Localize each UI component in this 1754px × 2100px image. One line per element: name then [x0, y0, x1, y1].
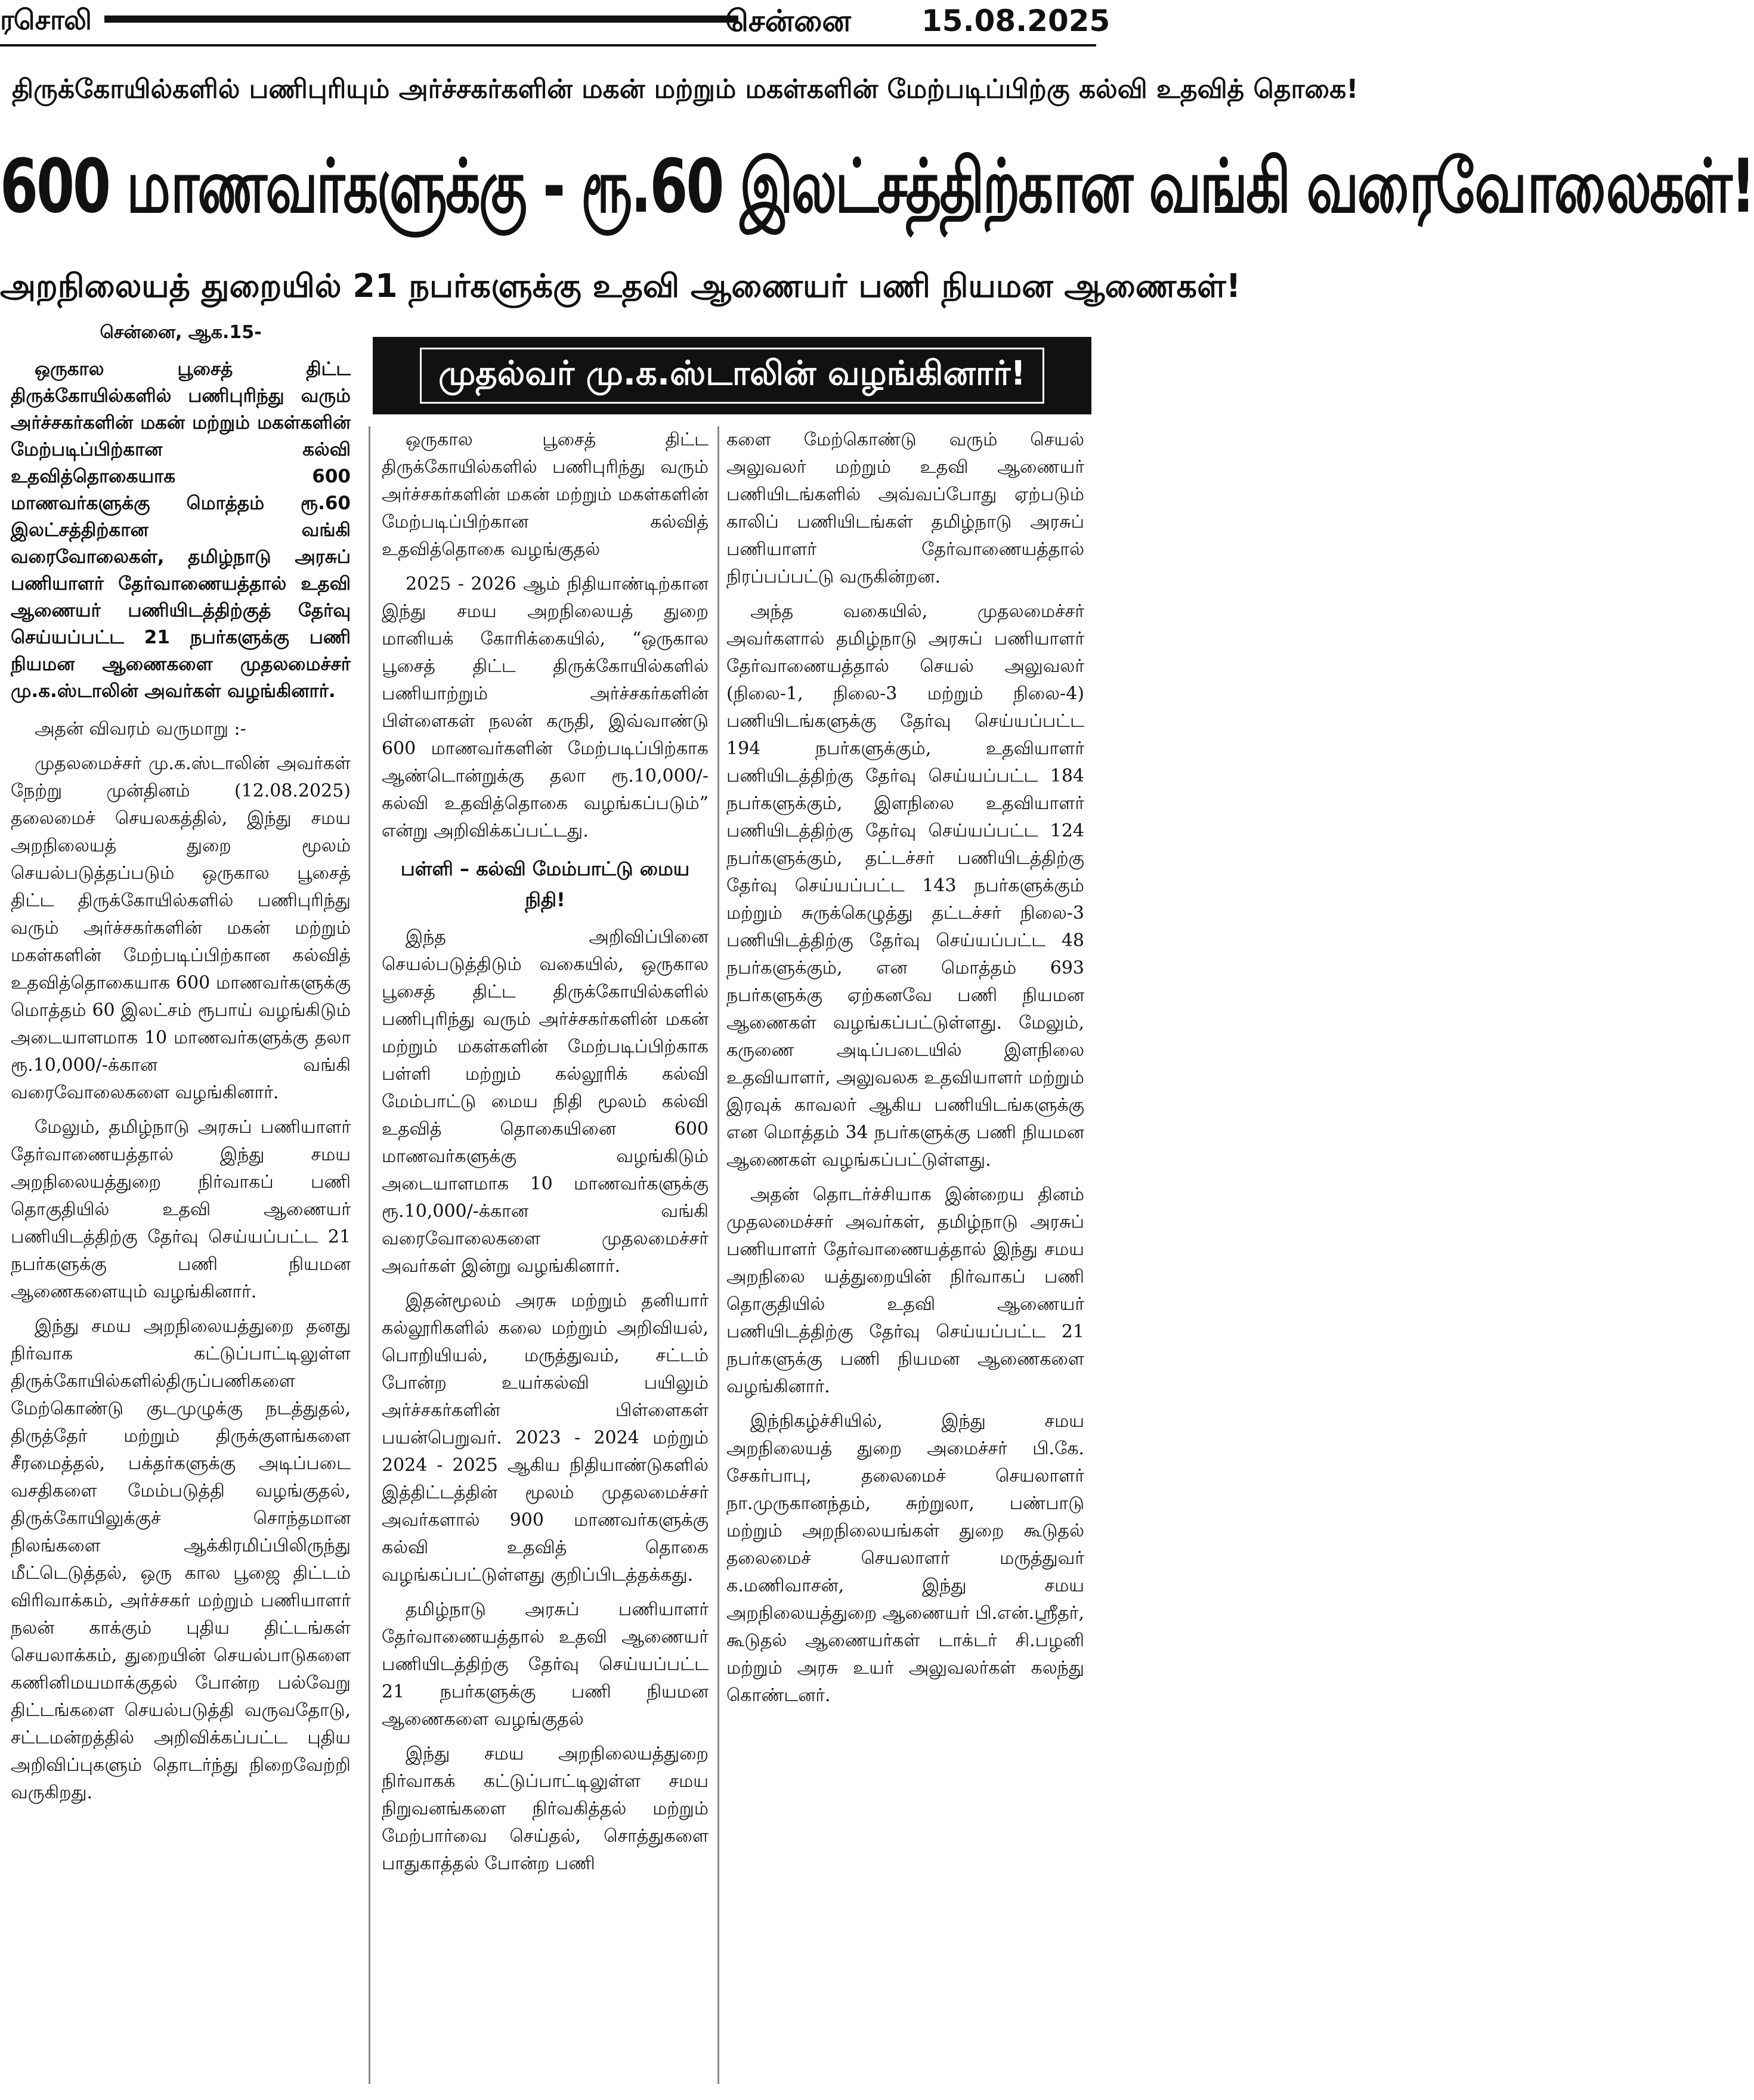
paragraph: ஒருகால பூசைத் திட்ட திருக்கோயில்களில் பணிபுரிந்து வரும் அர்ச்சகர்களின் மகன் மற்றும் மகள்களின் மேற்படிப்பிற்கான கல்வித் உதவித்தொகை வழங்குதல் [382, 429, 709, 560]
column-divider [369, 426, 370, 2084]
kicker-headline: திருக்கோயில்களில் பணிபுரியும் அர்ச்சகர்களின் மகன் மற்றும் மகள்களின் மேற்படிப்பிற்கு கல்வி உதவித் தொகை! [12, 74, 1359, 104]
paragraph: தமிழ்நாடு அரசுப் பணியாளர் தேர்வாணையத்தால் உதவி ஆணையர் பணியிடத்திற்கு தேர்வு செய்யப்பட்ட 21 நபர்களுக்கு பணி நியமன ஆணைகளை வழங்குதல் [382, 1599, 709, 1730]
dateline-city: சென்னை [725, 4, 851, 38]
article-column-3 [726, 426, 1084, 1717]
paragraph: 2025 - 2026 ஆம் நிதியாண்டிற்கான இந்து சமய அறநிலையத் துறை மானியக் கோரிக்கையில், “ஒருகால பூசைத் திட்ட திருக்கோயில்களில் பணியாற்றும் அர்ச்சகர்களின் பிள்ளைகள் நலன் கருதி, இவ்வாண்டு 600 மாணவர்களின் மேற்படிப்பிற்காக ஆண்டொன்றுக்கு தலா ரூ.10,000/- கல்வி உதவித்தொகை வழங்கப்படும்” என்று அறிவிக்கப்பட்டது. [382, 574, 709, 841]
paragraph: இந்து சமய அறநிலையத்துறை தனது நிர்வாக கட்டுப்பாட்டிலுள்ள திருக்கோயில்களில்திருப்பணிகளை மேற்கொண்டு குடமுழுக்கு நடத்துதல், திருத்தேர் மற்றும் திருக்குளங்களை சீரமைத்தல், பக்தர்களுக்கு அடிப்படை வசதிகளை மேம்படுத்தி வழங்குதல், திருக்கோயிலுக்குச் சொந்தமான நிலங்களை ஆக்கிரமிப்பிலிருந்து மீட்டெடுத்தல், ஒரு கால பூஜை திட்டம் விரிவாக்கம், அர்ச்சகர் மற்றும் பணியாளர் நலன் காக்கும் புதிய திட்டங்கள் செயலாக்கம், துறையின் செயல்பாடுகளை கணினிமயமாக்குதல் போன்ற பல்வேறு திட்டங்களை செயல்படுத்தி வருவதோடு, சட்டமன்றத்தில் அறிவிக்கப்பட்ட புதிய அறிவிப்புகளும் தொடர்ந்து நிறைவேற்றி வருகிறது. [11, 1316, 351, 1803]
sub-headline: அறநிலையத் துறையில் 21 நபர்களுக்கு உதவி ஆணையர் பணி நியமன ஆணைகள்! [0, 267, 1241, 305]
article-column-1 [11, 322, 351, 1814]
paragraph: மேலும், தமிழ்நாடு அரசுப் பணியாளர் தேர்வாணையத்தால் இந்து சமய அறநிலையத்துறை நிர்வாகப் பணி தொகுதியில் உதவி ஆணையர் பணியிடத்திற்கு தேர்வு செய்யப்பட்ட 21 நபர்களுக்கு பணி நியமன ஆணைகளையும் வழங்கினார். [11, 1117, 351, 1302]
boxed-headline [373, 337, 1091, 414]
header-divider [0, 44, 1096, 47]
paragraph: இந்த அறிவிப்பினை செயல்படுத்திடும் வகையில், ஒருகால பூசைத் திட்ட திருக்கோயில்களில் பணிபுரிந்து வரும் அர்ச்சகர்களின் மகன் மற்றும் மகள்களின் மேற்படிப்பிற்காக பள்ளி மற்றும் கல்லூரிக் கல்வி மேம்பாட்டு மைய நிதி மூலம் கல்வி உதவித் தொகையினை 600 மாணவர்களுக்கு வழங்கிடும் அடையாளமாக 10 மாணவர்களுக்கு ரூ.10,000/-க்கான வங்கி வரைவோலைகளை முதலமைச்சர் அவர்கள் இன்று வழங்கினார். [382, 927, 709, 1277]
masthead-bar [0, 0, 1110, 38]
masthead-rule [104, 16, 738, 23]
dateline: சென்னை, ஆக.15- [100, 322, 262, 343]
paragraph: இந்து சமய அறநிலையத்துறை நிர்வாகக் கட்டுப்பாட்டிலுள்ள சமய நிறுவனங்களை நிர்வகித்தல் மற்றும் மேற்பார்வை செய்தல், சொத்துகளை பாதுகாத்தல் போன்ற பணி [382, 1743, 709, 1874]
paragraph: இதன்மூலம் அரசு மற்றும் தனியார் கல்லூரிகளில் கலை மற்றும் அறிவியல், பொறியியல், மருத்துவம், சட்டம் போன்ற உயர்கல்வி பயிலும் அர்ச்சகர்களின் பிள்ளைகள் பயன்பெறுவர். 2023 - 2024 மற்றும் 2024 - 2025 ஆகிய நிதியாண்டுகளில் இத்திட்டத்தின் மூலம் முதலமைச்சர் அவர்களால் 900 மாணவர்களுக்கு கல்வி உதவித் தொகை வழங்கப்பட்டுள்ளது குறிப்பிடத்தக்கது. [382, 1290, 709, 1585]
paragraph: அந்த வகையில், முதலமைச்சர் அவர்களால் தமிழ்நாடு அரசுப் பணியாளர் தேர்வாணையத்தால் செயல் அலுவலர் (நிலை-1, நிலை-3 மற்றும் நிலை-4) பணியிடங்களுக்கு தேர்வு செய்யப்பட்ட 194 நபர்களுக்கும், உதவியாளர் பணியிடத்திற்கு தேர்வு செய்யப்பட்ட 184 நபர்களுக்கும், இளநிலை உதவியாளர் பணியிடத்திற்கு தேர்வு செய்யப்பட்ட 124 நபர்களுக்கும், தட்டச்சர் பணியிடத்திற்கு தேர்வு செய்யப்பட்ட 143 நபர்களுக்கும் மற்றும் சுருக்கெழுத்து தட்டச்சர் நிலை-3 பணியிடத்திற்கு தேர்வு செய்யப்பட்ட 48 நபர்களுக்கும், என மொத்தம் 693 நபர்களுக்கு ஏற்கனவே பணி நியமன ஆணைகள் வழங்கப்பட்டுள்ளது. மேலும், கருணை அடிப்படையில் இளநிலை உதவியாளர், அலுவலக உதவியாளர் மற்றும் இரவுக் காவலர் ஆகிய பணியிடங்களுக்கு என மொத்தம் 34 நபர்களுக்கு பணி நியமன ஆணைகள் வழங்கப்பட்டுள்ளது. [726, 601, 1084, 1170]
issue-date: 15.08.2025 [921, 4, 1110, 38]
boxed-headline-text: முதல்வர் மு.க.ஸ்டாலின் வழங்கினார்! [420, 348, 1044, 404]
article-column-2 [382, 426, 709, 1885]
section-subheading: பள்ளி – கல்வி மேம்பாட்டு மைய நிதி! [400, 857, 690, 911]
paragraph: அதன் தொடர்ச்சியாக இன்றைய தினம் முதலமைச்சர் அவர்கள், தமிழ்நாடு அரசுப் பணியாளர் தேர்வாணையத்தால் இந்து சமய அறநிலை யத்துறையின் நிர்வாகப் பணி தொகுதியில் உதவி ஆணையர் பணியிடத்திற்கு தேர்வு செய்யப்பட்ட 21 நபர்களுக்கு பணி நியமன ஆணைகளை வழங்கினார். [726, 1184, 1084, 1397]
paragraph: இந்நிகழ்ச்சியில், இந்து சமய அறநிலையத் துறை அமைச்சர் பி.கே. சேகர்பாபு, தலைமைச் செயலாளர் நா.முருகானந்தம், சுற்றுலா, பண்பாடு மற்றும் அறநிலையங்கள் துறை கூடுதல் தலைமைச் செயலாளர் மருத்துவர் க.மணிவாசன், இந்து சமய அறநிலையத்துறை ஆணையர் பி.என்.ஸ்ரீதர், கூடுதல் ஆணையர்கள் டாக்டர் சி.பழனி மற்றும் அரசு உயர் அலுவலர்கள் கலந்து கொண்டனர். [726, 1411, 1084, 1706]
paragraph: முதலமைச்சர் மு.க.ஸ்டாலின் அவர்கள் நேற்று முன்தினம் (12.08.2025) தலைமைச் செயலகத்தில், இந்து சமய அறநிலையத் துறை மூலம் செயல்படுத்தப்படும் ஒருகால பூசைத் திட்ட திருக்கோயில்களில் பணிபுரிந்து வரும் அர்ச்சகர்களின் மகன் மற்றும் மகள்களின் மேற்படிப்பிற்கான கல்வித் உதவித்தொகையாக 600 மாணவர்களுக்கு மொத்தம் 60 இலட்சம் ரூபாய் வழங்கிடும் அடையாளமாக 10 மாணவர்களுக்கு தலா ரூ.10,000/-க்கான வங்கி வரைவோலைகளை வழங்கினார். [11, 753, 351, 1103]
main-headline: 600 மாணவர்களுக்கு - ரூ.60 இலட்சத்திற்கான வங்கி வரைவோலைகள்! [0, 143, 1754, 230]
paragraph: அதன் விவரம் வருமாறு :- [35, 718, 246, 739]
column-divider [717, 426, 719, 2084]
masthead-title: ரசொலி [0, 4, 91, 36]
paragraph: களை மேற்கொண்டு வரும் செயல் அலுவலர் மற்றும் உதவி ஆணையர் பணியிடங்களில் அவ்வப்போது ஏற்படும் காலிப் பணியிடங்கள் தமிழ்நாடு அரசுப் பணியாளர் தேர்வாணையத்தால் நிரப்பப்பட்டு வருகின்றன. [726, 429, 1084, 587]
lead-paragraph: ஒருகால பூசைத் திட்ட திருக்கோயில்களில் பணிபுரிந்து வரும் அர்ச்சகர்களின் மகன் மற்றும் மகள்களின் மேற்படிப்பிற்கான கல்வி உதவித்தொகையாக 600 மாணவர்களுக்கு மொத்தம் ரூ.60 இலட்சத்திற்கான வங்கி வரைவோலைகள், தமிழ்நாடு அரசுப் பணியாளர் தேர்வாணையத்தால் உதவி ஆணையர் பணியிடத்திற்குத் தேர்வு செய்யப்பட்ட 21 நபர்களுக்கு பணி நியமன ஆணைகளை முதலமைச்சர் மு.க.ஸ்டாலின் அவர்கள் வழங்கினார். [11, 358, 351, 702]
